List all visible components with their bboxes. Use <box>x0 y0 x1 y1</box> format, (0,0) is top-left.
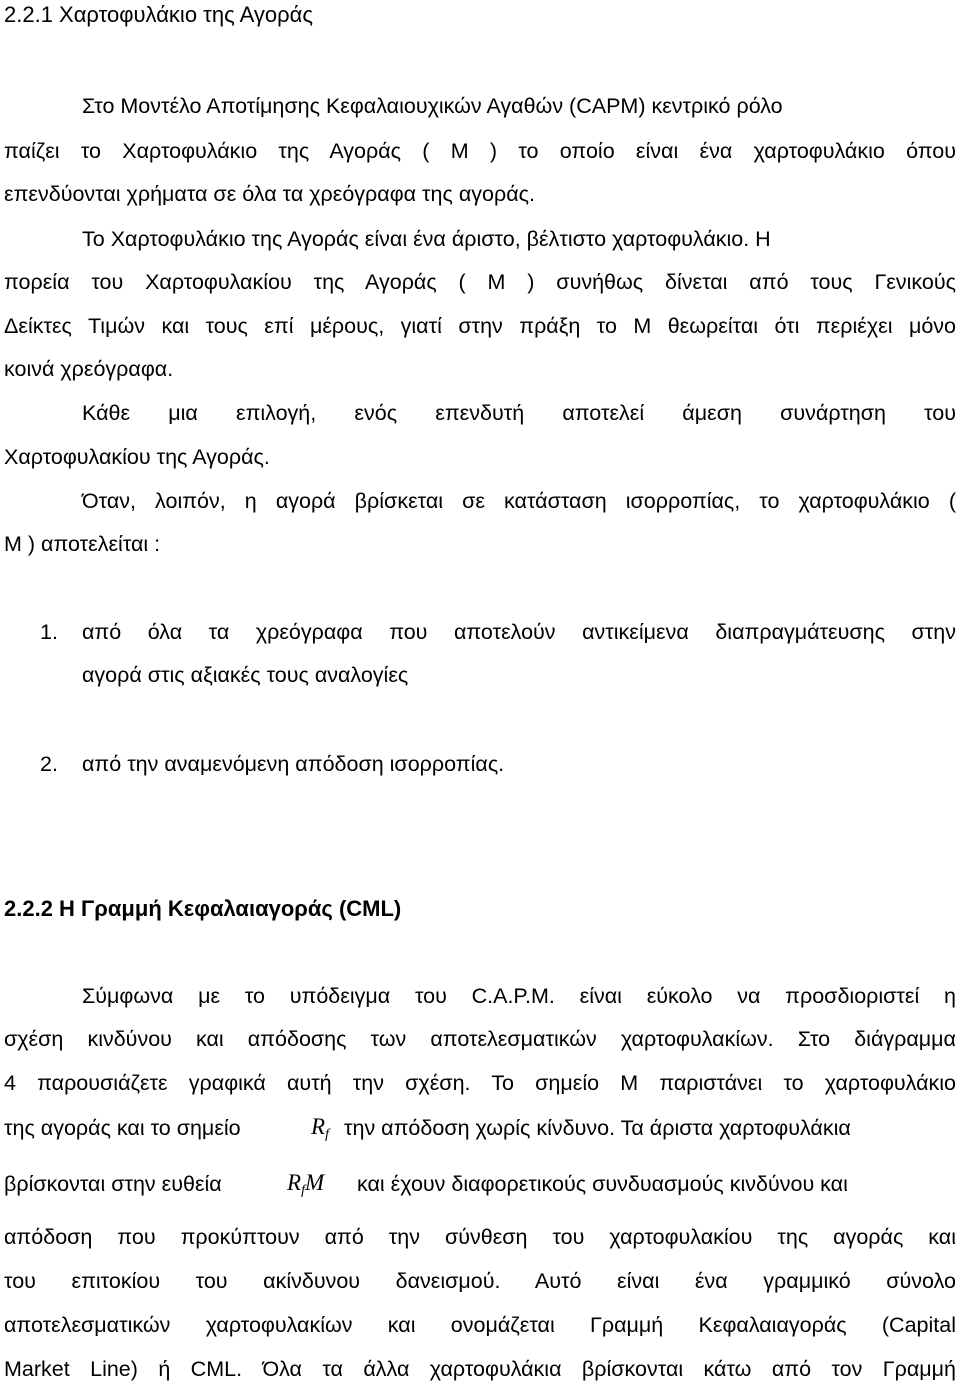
list-item-text: από όλα τα χρεόγραφα που αποτελούν αντικείμενα διαπραγμάτευσης στην <box>82 620 956 644</box>
paragraph-line: Στο Μοντέλο Αποτίμησης Κεφαλαιουχικών Αγαθών (CAPM) κεντρικό ρόλο <box>82 94 783 118</box>
paragraph-line: Χαρτοφυλακίου της Αγοράς. <box>4 445 270 469</box>
math-rf: $R_f$ <box>311 1114 329 1142</box>
paragraph-line: επενδύονται χρήματα σε όλα τα χρεόγραφα της αγοράς. <box>4 182 535 206</box>
paragraph-line: Μ ) αποτελείται : <box>4 532 161 556</box>
paragraph-line: πορεία του Χαρτοφυλακίου της Αγοράς ( Μ ) συνήθως δίνεται από τους Γενικούς <box>4 270 956 294</box>
paragraph-line: 4 παρουσιάζετε γραφικά αυτή την σχέση. Το σημείο Μ παριστάνει το χαρτοφυλάκιο <box>4 1071 956 1095</box>
paragraph-line: αποτελεσματικών χαρτοφυλακίων και ονομάζεται Γραμμή Κεφαλαιαγοράς (Capital <box>4 1313 956 1337</box>
section-heading-market-portfolio: 2.2.1 Χαρτοφυλάκιο της Αγοράς <box>4 2 313 27</box>
paragraph-line: Το Χαρτοφυλάκιο της Αγοράς είναι ένα άριστο, βέλτιστο χαρτοφυλάκιο. Η <box>82 227 771 251</box>
paragraph-line: Κάθε μια επιλογή, ενός επενδυτή αποτελεί άμεση συνάρτηση του <box>82 401 956 425</box>
list-item-text: από την αναμενόμενη απόδοση ισορροπίας. <box>82 752 505 776</box>
paragraph-line-segment: βρίσκονται στην ευθεία <box>4 1172 222 1196</box>
paragraph-line: Σύμφωνα με το υπόδειγμα του C.A.P.M. είναι εύκολο να προσδιοριστεί η <box>82 984 956 1008</box>
list-item-text: αγορά στις αξιακές τους αναλογίες <box>82 663 409 687</box>
paragraph-line: Δείκτες Τιμών και τους επί μέρους, γιατί στην πράξη το Μ θεωρείται ότι περιέχει μόνο <box>4 314 956 338</box>
paragraph-line: απόδοση που προκύπτουν από την σύνθεση του χαρτοφυλακίου της αγοράς και <box>4 1225 956 1249</box>
paragraph-line: Όταν, λοιπόν, η αγορά βρίσκεται σε κατάσταση ισορροπίας, το χαρτοφυλάκιο ( <box>82 489 956 513</box>
paragraph-line-segment: της αγοράς και το σημείο <box>4 1116 241 1140</box>
paragraph-line: κοινά χρεόγραφα. <box>4 357 174 381</box>
paragraph-line-segment: την απόδοση χωρίς κίνδυνο. Τα άριστα χαρτοφυλάκια <box>344 1116 851 1140</box>
math-rfm: $R_fM$ <box>287 1170 325 1198</box>
paragraph-line: παίζει το Χαρτοφυλάκιο της Αγοράς ( Μ ) το οποίο είναι ένα χαρτοφυλάκιο όπου <box>4 139 956 163</box>
paragraph-line: σχέση κινδύνου και απόδοσης των αποτελεσματικών χαρτοφυλακίων. Στο διάγραμμα <box>4 1027 956 1051</box>
list-item-number: 1. <box>40 620 58 644</box>
paragraph-line-segment: και έχουν διαφορετικούς συνδυασμούς κινδύνου και <box>357 1172 848 1196</box>
section-heading-cml: 2.2.2 Η Γραμμή Κεφαλαιαγοράς (CML) <box>4 896 402 921</box>
paragraph-line: του επιτοκίου του ακίνδυνου δανεισμού. Αυτό είναι ένα γραμμικό σύνολο <box>4 1269 956 1293</box>
list-item-number: 2. <box>40 752 58 776</box>
paragraph-line: Market Line) ή CML. Όλα τα άλλα χαρτοφυλάκια βρίσκονται κάτω από τον Γραμμή <box>4 1357 956 1381</box>
